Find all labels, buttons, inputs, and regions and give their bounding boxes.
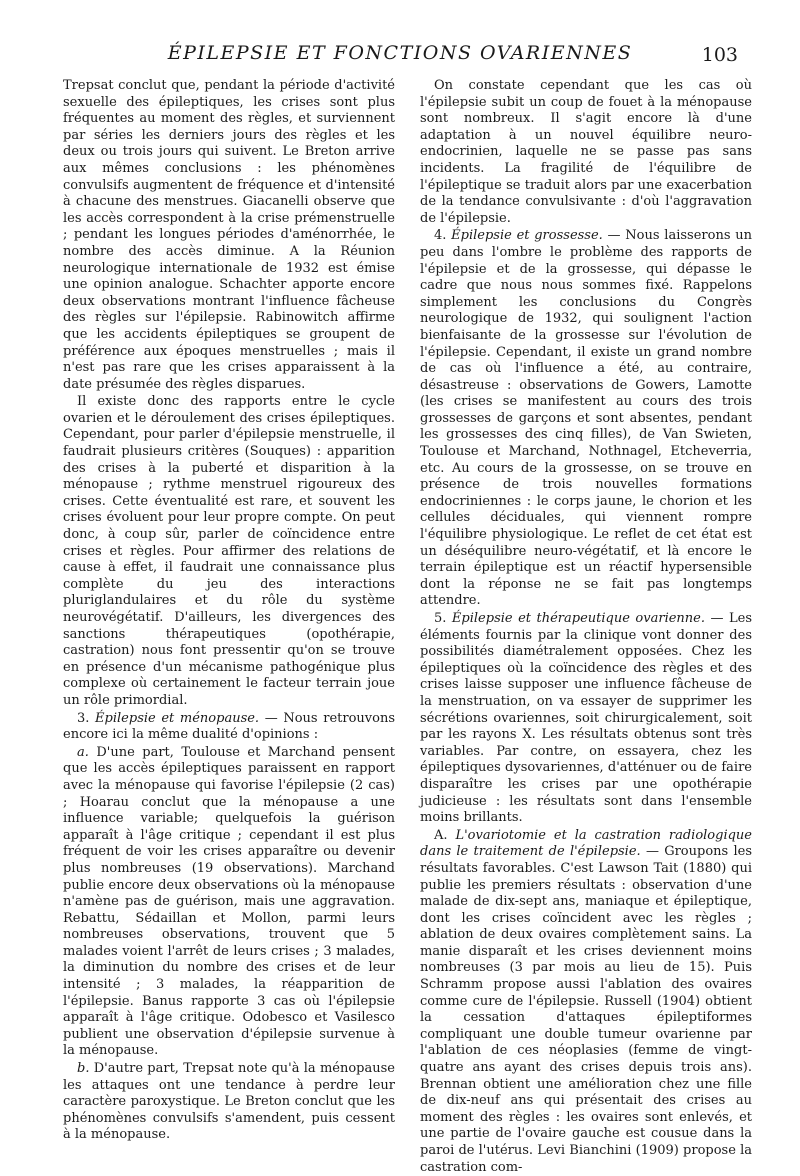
page-number: 103 — [701, 44, 738, 66]
running-title: ÉPILEPSIE ET FONCTIONS OVARIENNES — [167, 42, 633, 64]
paragraph: On constate cependant que les cas où l'épilepsie subit un coup de fouet à la ménopause sont nombreux. Il s'agit encore là d'une adaptation à un nouvel équilibre neuro-endocrinien, laquelle ne se passe pas sans incidents. La fragilité de l'équilibre de l'épileptique se traduit alors par une exacerbation de la tendance convulsivante : d'où l'aggravation de l'épilepsie. — [420, 78, 752, 226]
item-b-paragraph — [63, 1061, 395, 1144]
section-heading: L'ovariotomie et la castration radiologique dans le traitement de l'épilepsie. — [420, 827, 752, 860]
section-heading: Épilepsie et grossesse. — [451, 228, 603, 244]
section-4-paragraph — [420, 228, 752, 610]
section-number: 5. — [434, 611, 447, 626]
paragraph: Trepsat conclut que, pendant la période d'activité sexuelle des épileptiques, les crises sont plus fréquentes au moment des règles, et surviennent par séries les derniers jours des règles et les deux ou trois jours qui suivent. Le Breton arrive aux mêmes conclusions : les phénomènes convulsifs augmentent de fréquence et d'intensité à chacune des menstrues. Giacanelli observe que les accès correspondent à la crise prémenstruelle ; pendant les longues périodes d'aménorrhée, le nombre des accès diminue. A la Réunion neurologique internationale de 1932 est émise une opinion analogue. Schachter apporte encore deux observations montrant l'influence fâcheuse des règles sur l'épilepsie. Rabinowitch affirme que les accidents épileptiques se groupent de préférence aux époques menstruelles ; mais il n'est pas rare que les crises apparaissent à la date présumée des règles disparues. — [63, 78, 395, 392]
item-text: D'une part, Toulouse et Marchand pensent que les accès épileptiques paraissent en rapport avec la ménopause qui favorise l'épilepsie (2 cas) ; Hoarau conclut que la ménopause a une influence variable; quelquefois la guérison apparaît à l'âge critique ; cependant il est plus fréquent de voir les crises apparaître ou devenir plus nombreuses (19 observations). Marchand publie encore deux observations où la ménopause n'amène pas de guérison, mais une aggravation. Rebattu, Sédaillan et Mollon, parmi leurs nombreuses observations, trouvent que 5 malades voient l'arrêt de leurs crises ; 3 malades, la diminution du nombre des crises et de leur intensité ; 3 malades, la réapparition de l'épilepsie. Banus rapporte 3 cas où l'épilepsie apparaît à l'âge critique. Odobesco et Vasilesco publient une observation d'épilepsie survenue à la ménopause. — [63, 744, 395, 1059]
section-number: 3. — [77, 710, 90, 726]
section-number: 4. — [434, 228, 447, 244]
section-a-paragraph — [420, 828, 752, 1176]
paragraph: Il existe donc des rapports entre le cycle ovarien et le déroulement des crises épileptiques. Cependant, pour parler d'épilepsie menstruelle, il faudrait plusieurs critères (Souques) : apparition des crises à la puberté et disparition à la ménopause ; rythme menstruel rigoureux des crises. Cette éventualité est rare, et souvent les crises évoluent pour leur propre compte. On peut donc, à coup sûr, parler de coïncidence entre crises et règles. Pour affirmer des relations de cause à effet, il faudrait une connaissance plus complète du jeu des interactions pluriglandulaires et du rôle du système neurovégétatif. D'ailleurs, les divergences des sanctions thérapeutiques (opothérapie, castration) nous font pressentir qu'on se trouve en présence d'un mécanisme pathogénique plus complexe où certainement le facteur terrain joue un rôle primordial. — [63, 394, 395, 708]
item-text: D'autre part, Trepsat note qu'à la ménopause les attaques ont une tendance à perdre leur caractère paroxystique. Le Breton conclut que les phénomènes convulsifs s'amendent, puis cessent à la ménopause. — [63, 1061, 395, 1143]
section-text: — Nous laisserons un peu dans l'ombre le problème des rapports de l'épilepsie et de la grossesse, qui dépasse le cadre que nous nous sommes fixé. Rappelons simplement les conclusions du Congrès neurologique de 1932, qui soulignent l'action bienfaisante de la grossesse sur l'évolution de l'épilepsie. Cependant, il existe un grand nombre de cas où l'influence a été, au contraire, désastreuse : observations de Gowers, Lamotte (les crises se manifestent au cours des trois grossesses de garçons et sont absentes, pendant les grossesses des cinq filles), de Van Swieten, Toulouse et Marchand, Nothnagel, Etcheverria, etc. Au cours de la grossesse, on se trouve en présence de trois nouvelles formations endocriniennes : le corps jaune, le chorion et les cellules déciduales, qui viennent rompre l'équilibre physiologique. Le reflet de cet état est un déséquilibre neuro-végétatif, et là encore le terrain épileptique est un réactif hypersensible dont la réponse ne se fait pas longtemps attendre. — [420, 228, 752, 609]
section-3-paragraph — [63, 711, 395, 744]
page-header — [0, 0, 800, 70]
right-column — [420, 78, 752, 1176]
item-label: a. — [77, 744, 89, 760]
section-5-paragraph — [420, 611, 752, 827]
section-text: — Nous retrouvons encore ici la même dualité d'opinions : — [63, 710, 395, 743]
section-text: — Groupons les résultats favorables. C'est Lawson Tait (1880) qui publie les premiers résultats : observation d'une malade de dix-sept ans, maniaque et épileptique, dont les crises coïncident avec les règles ; ablation de deux ovaires complètement sains. La manie disparaît et les crises deviennent moins nombreuses (3 par mois au lieu de 15). Puis Schramm propose aussi l'ablation des ovaires comme cure de l'épilepsie. Russell (1904) obtient la cessation d'attaques épileptiformes compliquant une double tumeur ovarienne par l'ablation de ces néoplasies (femme de vingt-quatre ans ayant des crises depuis trois ans). Brennan obtient une amélioration chez une fille de dix-neuf ans qui présentait des crises au moment des règles : les ovaires sont enlevés, et une partie de l'ovaire gauche est cousue dans la paroi de l'utérus. Levi Bianchini (1909) propose la castration com- — [420, 844, 752, 1175]
section-text: — Les éléments fournis par la clinique vont donner des possibilités diamétralement opposées. Chez les épileptiques où la coïncidence des règles et des crises laisse supposer une influence fâcheuse de la menstruation, on va essayer de supprimer les sécrétions ovariennes, soit chirurgicalement, soit par les rayons X. Les résultats obtenus sont très variables. Par contre, on essayera, chez les épileptiques dysovariennes, d'atténuer ou de faire disparaître les crises par une opothérapie judicieuse : les résultats sont dans l'ensemble moins brillants. — [420, 611, 753, 826]
section-heading: Épilepsie et ménopause. — [95, 710, 260, 726]
item-label: b. — [77, 1061, 90, 1077]
section-number: A. — [434, 827, 448, 843]
left-column — [63, 78, 395, 1144]
section-heading: Épilepsie et thérapeutique ovarienne. — [451, 611, 705, 626]
item-a-paragraph — [63, 745, 395, 1060]
